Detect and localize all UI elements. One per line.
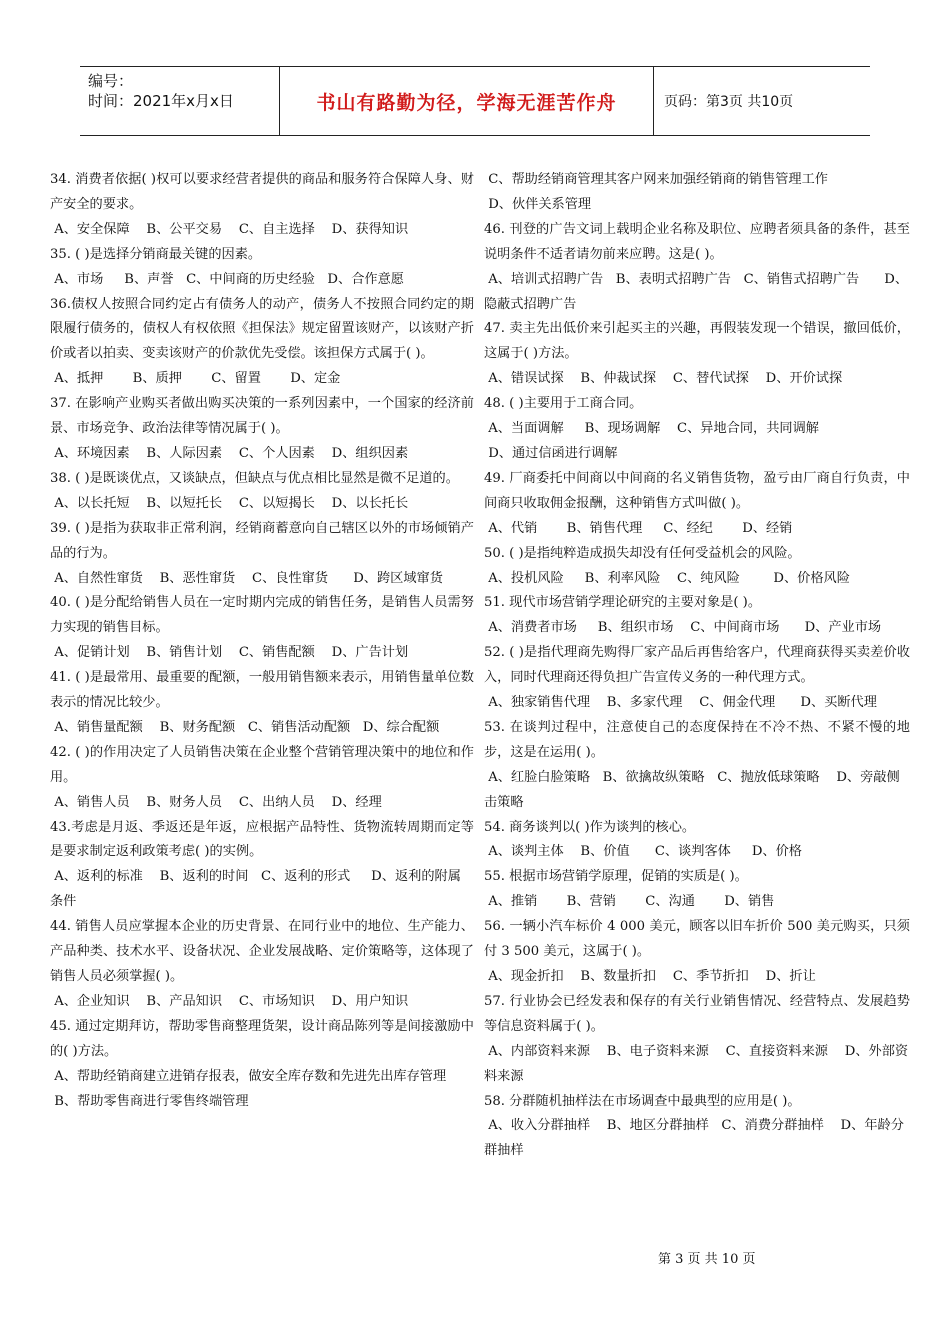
- question-text: 37. 在影响产业购买者做出购买决策的一系列因素中，一个国家的经济前景、市场竞争、政治法律等情况属于( )。: [50, 396, 474, 437]
- answer-options: A、错误试探 B、仲裁试探 C、替代试探 D、开价试探: [484, 371, 843, 387]
- answer-options: A、投机风险 B、利率风险 C、纯风险 D、价格风险: [484, 570, 850, 586]
- question-text: 58. 分群随机抽样法在市场调查中最典型的应用是( )。: [484, 1093, 801, 1109]
- answer-options: A、环境因素 B、人际因素 C、个人因素 D、组织因素: [50, 445, 409, 461]
- answer-options: C、帮助经销商管理其客户网来加强经销商的销售管理工作: [484, 172, 828, 187]
- question-text: 40. ( )是分配给销售人员在一定时期内完成的销售任务，是销售人员需努力实现的销售目标。: [50, 595, 474, 636]
- answer-options: D、通过信函进行调解: [484, 445, 618, 461]
- question-text: 45. 通过定期拜访，帮助零售商整理货架，设计商品陈列等是间接激励中的( )方法。: [50, 1018, 474, 1059]
- question-text: 50. ( )是指纯粹造成损失却没有任何受益机会的风险。: [484, 545, 801, 561]
- question-text: 46. 刊登的广告文词上载明企业名称及职位、应聘者须具备的条件，甚至说明条件不适者请勿前来应聘。这是( )。: [484, 221, 910, 262]
- question-text: 43.考虑是月返、季返还是年返，应根据产品特性、货物流转周期而定等是要求制定返利政策考虑( )的实例。: [50, 819, 474, 860]
- header-page-info: 页码：第3页 共10页: [664, 94, 794, 110]
- question-text: 55. 根据市场营销学原理，促销的实质是( )。: [484, 869, 748, 885]
- answer-options: A、抵押 B、质押 C、留置 D、定金: [50, 371, 341, 387]
- answer-options: A、促销计划 B、销售计划 C、销售配额 D、广告计划: [50, 645, 409, 661]
- header-motto: 书山有路勤为径，学海无涯苦作舟: [280, 67, 654, 135]
- answer-options: A、代销 B、销售代理 C、经纪 D、经销: [484, 520, 793, 536]
- question-text: 36.债权人按照合同约定占有债务人的动产，债务人不按照合同约定的期限履行债务的，债权人有权依照《担保法》规定留置该财产，以该财产折价或者以拍卖、变卖该财产的价款优先受偿。该担保方式属于( )。: [50, 296, 474, 362]
- question-text: 53. 在谈判过程中，注意使自己的态度保持在不冷不热、不紧不慢的地步，这是在运用( )。: [484, 719, 910, 760]
- question-text: 48. ( )主要用于工商合同。: [484, 396, 643, 412]
- question-text: 38. ( )是既谈优点，又谈缺点，但缺点与优点相比显然是微不足道的。: [50, 470, 459, 486]
- answer-options: A、内部资料来源 B、电子资料来源 C、直接资料来源 D、外部资料来源: [484, 1043, 909, 1084]
- question-text: 44. 销售人员应掌握本企业的历史背景、在同行业中的地位、生产能力、产品种类、技术水平、设备状况、企业发展战略、定价策略等，这体现了销售人员必须掌握( )。: [50, 919, 474, 984]
- left-column: [50, 168, 474, 1114]
- answer-options: A、独家销售代理 B、多家代理 C、佣金代理 D、买断代理: [484, 695, 877, 711]
- question-text: 34. 消费者依据( )权可以要求经营者提供的商品和服务符合保障人身、财产安全的要求。: [50, 172, 474, 212]
- doc-code-label: 编号：: [88, 72, 134, 90]
- header-meta: [80, 67, 280, 135]
- answer-options: A、返利的标准 B、返利的时间 C、返利的形式 D、返利的附属条件: [50, 869, 461, 910]
- question-text: 57. 行业协会已经发表和保存的有关行业销售情况、经营特点、发展趋势等信息资料属于( )。: [484, 993, 910, 1034]
- answer-options: A、以长托短 B、以短托长 C、以短揭长 D、以长托长: [50, 495, 409, 511]
- question-text: 51. 现代市场营销学理论研究的主要对象是( )。: [484, 595, 762, 611]
- doc-time-label: 时间：2021年x月x日: [88, 92, 234, 110]
- answer-options: A、安全保障 B、公平交易 C、自主选择 D、获得知识: [50, 221, 409, 237]
- answer-options: A、销售人员 B、财务人员 C、出纳人员 D、经理: [50, 794, 382, 810]
- question-text: 35. ( )是选择分销商最关键的因素。: [50, 246, 262, 262]
- answer-options: A、收入分群抽样 B、地区分群抽样 C、消费分群抽样 D、年龄分群抽样: [484, 1118, 904, 1159]
- question-text: 49. 厂商委托中间商以中间商的名义销售货物，盈亏由厂商自行负责，中间商只收取佣金报酬，这种销售方式叫做( )。: [484, 470, 910, 511]
- question-text: 47. 卖主先出低价来引起买主的兴趣，再假装发现一个错误，撤回低价，这属于( )方法。: [484, 321, 910, 362]
- question-text: 52. ( )是指代理商先购得厂家产品后再售给客户，代理商获得买卖差价收入，同时代理商还得负担广告宣传义务的一种代理方式。: [484, 645, 910, 686]
- question-text: 39. ( )是指为获取非正常利润，经销商蓄意向自己辖区以外的市场倾销产品的行为。: [50, 520, 474, 561]
- answer-options: A、自然性窜货 B、恶性窜货 C、良性窜货 D、跨区域窜货: [50, 570, 443, 586]
- answer-options: A、帮助经销商建立进销存报表，做安全库存数和先进先出库存管理: [50, 1068, 447, 1084]
- answer-options: A、当面调解 B、现场调解 C、异地合同，共同调解: [484, 421, 819, 437]
- question-text: 54. 商务谈判以( )作为谈判的核心。: [484, 819, 696, 835]
- answer-options: A、企业知识 B、产品知识 C、市场知识 D、用户知识: [50, 993, 409, 1009]
- answer-options: A、培训式招聘广告 B、表明式招聘广告 C、销售式招聘广告 D、隐蔽式招聘广告: [484, 271, 909, 312]
- answer-options: A、现金折扣 B、数量折扣 C、季节折扣 D、折让: [484, 969, 816, 984]
- answer-options: B、帮助零售商进行零售终端管理: [50, 1093, 249, 1109]
- answer-options: A、谈判主体 B、价值 C、谈判客体 D、价格: [484, 844, 802, 860]
- question-text: 56. 一辆小汽车标价 4 000 美元，顾客以旧车折价 500 美元购买，只须付 3 500 美元，这属于( )。: [484, 919, 910, 960]
- answer-options: A、销售量配额 B、财务配额 C、销售活动配额 D、综合配额: [50, 719, 440, 735]
- answer-options: D、伙伴关系管理: [484, 196, 592, 212]
- answer-options: A、推销 B、营销 C、沟通 D、销售: [484, 894, 775, 910]
- answer-options: A、消费者市场 B、组织市场 C、中间商市场 D、产业市场: [484, 620, 882, 636]
- question-text: 41. ( )是最常用、最重要的配额，一般用销售额来表示，用销售量单位数表示的情况比较少。: [50, 670, 474, 711]
- question-text: 42. ( )的作用决定了人员销售决策在企业整个营销管理决策中的地位和作用。: [50, 744, 474, 785]
- answer-options: A、市场 B、声誉 C、中间商的历史经验 D、合作意愿: [50, 271, 404, 287]
- answer-options: A、红脸白脸策略 B、欲擒故纵策略 C、抛放低球策略 D、旁敲侧击策略: [484, 769, 900, 810]
- right-column: [484, 168, 910, 1164]
- page-header: [80, 66, 870, 136]
- page-footer: 第 3 页 共 10 页: [658, 1252, 756, 1267]
